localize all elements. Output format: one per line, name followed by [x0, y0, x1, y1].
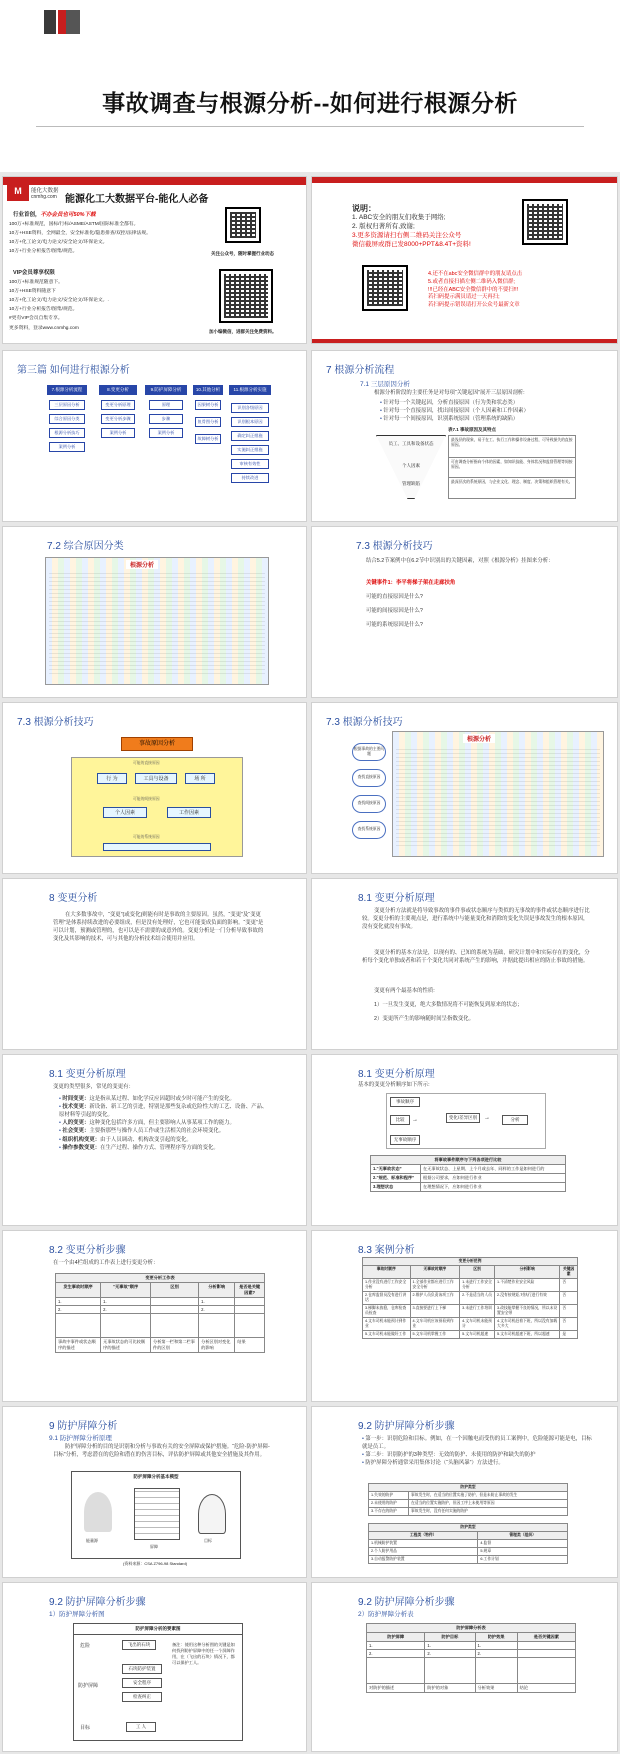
slide-title: 8.1 变更分析原理: [49, 1069, 126, 1080]
page-title: 事故调查与根源分析--如何进行根源分析: [102, 90, 518, 116]
diagram-label: 目标: [204, 1538, 212, 1543]
diagram-label: 屏障: [150, 1544, 158, 1549]
list-item: 10万+HSE资料，全网最全，安全标准化/隐患排查/双控/法律法规。: [9, 231, 151, 237]
table-row: 对防护的描述 防护的对象 分析效果 结论: [367, 1684, 576, 1693]
diagram-box: 飞出的石块: [122, 1640, 156, 1650]
element-diagram: [73, 1623, 243, 1741]
slide-intro: 基本的变更分析顺序如下所示:: [358, 1082, 430, 1088]
cause-box: 行 为: [97, 773, 127, 784]
root-cause-poster[interactable]: [392, 731, 604, 857]
diagram-title: 防护屏障分析基本模型: [133, 1474, 179, 1479]
slide-case: [311, 1230, 618, 1402]
slide-title: 9.2 防护屏障分析步骤: [358, 1597, 455, 1608]
title-bar-dark: [44, 10, 56, 34]
slide-barrier-table: [311, 1582, 618, 1752]
list-item: 1）一旦发生变更，绝大多数情况将不可能恢复到原来的状态；: [374, 1002, 523, 1008]
slide-barrier-diagram: [2, 1582, 307, 1752]
bullet-list: • 针对每一个关键起因，分析直接原因（行为类和状态类） • 针对每一个直接原因，找出间接原因（个人因素和工作因素） • 针对每一个间接原因，识别系统原因（管理系统的缺陷）: [380, 399, 610, 423]
brand-name: 能化大数据: [31, 188, 59, 194]
desc-col: 最浅层的现象，易于在工、执行工作和操作设备过程，可导致损失的直接原因。 可由调查分析指向个体的因素，如知识技能、身体状况和监督管理等间接原因。 最深层次的系统原因，与企业文化、理念、制度、决策和组织管理有关。: [448, 435, 576, 499]
list-item: • 人的变更：这种变化包括许多方面，但主要影响人从事某项工作的能力。: [59, 1119, 269, 1127]
cloud-bubble: 查找系统原因: [352, 821, 386, 839]
list-item: 100万+标准规范，国标/行标/ASME/ASTM/国际标准全都有。: [9, 222, 139, 227]
table-row: 事故中事件或状态顺序的描述 无事故状态的可比较顺序的描述 分析第一栏和第二栏事件的区别 分析区别对变化的影响 结果: [56, 1338, 265, 1353]
ad-list1: [9, 220, 151, 256]
slide-technique-poster: [311, 702, 618, 874]
slide-technique-diagram: [2, 702, 307, 874]
funnel-label: 个人因素: [402, 463, 420, 468]
slide-technique: [311, 526, 618, 698]
table-row: 3.自动报警防护装置 6.工作计划: [369, 1556, 568, 1564]
nav-item[interactable]: 实施纠正措施: [231, 445, 269, 455]
slide-title: 7 根源分析流程: [326, 365, 395, 376]
case-line: 关键事件1：李平将梯子架在走廊扶角: [366, 580, 456, 586]
table-row: [56, 1314, 265, 1338]
ad-section1: 行业首创，不办会员也可50%下载: [13, 212, 96, 218]
list-item: • 组织机构变更：由于人员调动、机构改变引起的变化。: [59, 1136, 269, 1144]
qr2-caption: 加小编微信，进群关注免费资料。: [209, 329, 277, 334]
slide-text: 防护屏障分析的目的是识别和分析与事故有关的安全屏障或保护措施。“危险-防护屏障-目标”分析，考虑潜在的危险和潜在的伤害目标，评估防护屏障或其他安全措施及其作用。: [53, 1444, 270, 1459]
notice-panel: [311, 176, 618, 344]
qr1-caption: 关注公众号，随时掌握行业动态: [211, 251, 274, 256]
qr-code-icon[interactable]: [225, 207, 261, 243]
slide-title: 8.3 案例分析: [358, 1245, 415, 1256]
flow-box: 事故顺序: [390, 1097, 420, 1107]
diagram-box: 石块防护装置: [122, 1664, 162, 1674]
table-row: 1.失效的防护 事故发生时，在适当的位置实施了防护，但是未防止事故的发生: [369, 1492, 568, 1500]
slide-subtitle: 1）防护屏障分析图: [49, 1611, 105, 1618]
question: 可能的直接原因是什么?: [366, 594, 423, 600]
diagram-label: 危险: [80, 1643, 91, 1649]
table-row: 1.机械防护装置 4.监督: [369, 1540, 568, 1548]
slide-intro: 在一个由4栏组成的工作表上进行变更分析：: [53, 1260, 159, 1266]
paragraph: 变更分析方法就是将导致事故的事件事或状态顺序与类似的无事故的事件或状态顺序进行比较。变更分析的主要观点是，进行系统中与能量变化和消除的变化失误是事故发生的根本原因，没有变化就没有事故。: [362, 908, 590, 931]
cause-box: 个人因素: [103, 807, 147, 818]
nav-item[interactable]: 案例分析: [149, 428, 183, 438]
nav-item[interactable]: 步骤: [149, 414, 183, 424]
compare-table: 将事故事件顺序与下列各项进行比较 1.“无事故状态” 在无事故状态、上星期、上个月或去年、同样的工作是如何进行的 2.“规范、标准和程序” 根据公司要求，应如何进行作业 3.理想状态 在理想情况下，应如何进行作业: [370, 1155, 566, 1192]
nav-item[interactable]: 变更分析原理: [101, 400, 135, 410]
slide-title: 7.2 综合原因分类: [47, 541, 124, 552]
notice-bottom-bar: [312, 339, 617, 343]
barrier-wall: [134, 1488, 180, 1540]
table-row: [367, 1658, 576, 1684]
table-row: 2.“规范、标准和程序” 根据公司要求，应如何进行作业: [371, 1174, 566, 1183]
diagram-frame: [71, 757, 243, 857]
case-table: 变更分析范例 事故时顺序 无事故时顺序 区别 分析影响 关键因素 1.作业没有进行工作安全分析 1.全部作业都应进行工作安全分析 1.未进行工作安全分析 1.不清楚作业安全风险 否 2.仓库监督员没有进行讲话 2.维护人员负责该项工作 2.不是适当的人员 2.没有按规矩,对执行进行有效 否 3.梯脚未放稳，仓库检查员检查 3.直接要进行上下梯 3.未进行工作培训 3.改技能掌握不良的情况，所以未设置安全带 否 4.文车司机未能预计到作业 4.文车司机应该预看到作业 4.文车司机未能预计 4.文车司机赶着下班，所以没有加载大多大 否 5.文车司机未能做好工作 5.文车司机掌握工作 5.文车司机超速 5.文车司机超速下班，所以超速 是: [362, 1257, 578, 1339]
worksheet-table: 变更分析工作表 发生事故时顺序 “无事故”顺序 区别 分析影响 是否是关键因素? 1. 1. 1. 2. 2. 2. 事故中事件或状态顺序的描述 无事故状态的可比较顺序的描述 分析第一栏和第二栏事件的区别 分析区别对变化的影响 结果: [55, 1273, 265, 1353]
system-box: [103, 843, 211, 851]
table-row: 5.文车司机未能做好工作 5.文车司机掌握工作 5.文车司机超速 5.文车司机超速下班，所以超速 是: [363, 1331, 578, 1339]
cloud-bubble: 查找直接原因: [352, 769, 386, 787]
slide-subtitle: 2）防护屏障分析表: [358, 1611, 414, 1618]
table-row: 2.仓库监督员没有进行讲话 2.维护人员负责该项工作 2.不是适当的人员 2.没有按规矩,对执行进行有效 否: [363, 1292, 578, 1305]
flame-icon: [84, 1492, 112, 1532]
level-label: 可能的间接原因: [133, 797, 160, 801]
root-cause-poster[interactable]: [45, 557, 269, 685]
question: 可能的间接原因是什么?: [366, 608, 423, 614]
barrier-type-table: 防护类型 1.失效的防护 事故发生时，在适当的位置实施了防护，但是未防止事故的发生 2.未使用的防护 在适当的位置实施防护，但因工序上未使用等原因 3.不存在的防护 事故发生时，没有任何实施的防护: [368, 1483, 568, 1516]
slide-three-level: [311, 350, 618, 522]
table-row: 2.个人防护用品 5.规章: [369, 1548, 568, 1556]
slide-title: 8.1 变更分析原理: [358, 1069, 435, 1080]
notice-top-bar: [312, 177, 617, 183]
slide-subtitle: 9.1 防护屏障分析原理: [49, 1435, 112, 1442]
table-row: 2.未使用的防护 在适当的位置实施防护，但因工序上未使用等原因: [369, 1500, 568, 1508]
table-row: 3.理想状态 在理想情况下，应如何进行作业: [371, 1183, 566, 1192]
table-row: 3.梯脚未放稳，仓库检查员检查 3.直接要进行上下梯 3.未进行工作培训 3.改技能掌握不良的情况，所以未设置安全带 否: [363, 1305, 578, 1318]
nav-item[interactable]: 根源分析技巧: [49, 428, 85, 438]
slide-title: 8 变更分析: [49, 893, 98, 904]
barrier-analysis-table: 防护屏障分析表 防护屏障 防护目标 防护效果 是否关键因素 1. 1. 1. 2. 2. 2. 对防护的描述 防护的对象 分析效果 结论: [366, 1623, 576, 1693]
nav-item[interactable]: 识别各级原因: [231, 403, 269, 413]
slide-subtitle: 7.1 三层原因分析: [360, 381, 410, 388]
diagram-top: 事故原因分析: [121, 737, 193, 751]
slide-title: 9.2 防护屏障分析步骤: [49, 1597, 146, 1608]
diagram-title: 防护屏障分析的要素图: [74, 1626, 242, 1635]
slide-intro: 变更的类型很多，常见的变更有：: [53, 1084, 134, 1090]
barrier-class-table: 防护类型 工程类（物件） 管理类（组织） 1.机械防护装置 4.监督 2.个人防护用品 5.规章 3.自动报警防护装置 6.工作计划: [368, 1523, 568, 1564]
slide-cause-class: [2, 526, 307, 698]
poster-title: 根源分析: [126, 560, 158, 569]
ad-section2: VIP会员尊享权限: [13, 270, 55, 276]
caption: (资料来源：CSA Z796-98 Standard): [123, 1561, 188, 1566]
level-label: 可能的直接原因: [133, 761, 160, 765]
slide-change-flow: [311, 1054, 618, 1226]
slide-change-types: [2, 1054, 307, 1226]
flow-box: 分析: [502, 1115, 528, 1125]
question: 可能的系统原因是什么?: [366, 622, 423, 628]
cause-box: 场 所: [185, 773, 215, 784]
title-underline: [36, 126, 584, 127]
paragraph: 变更分析的基本方法是，以现有的、已知的系统为基础，研究计划中和实际存在的变化，分析每个变化单独或者和若干个变化共同对系统产生的影响，并据此提出相应的防止事故的措施。: [362, 950, 590, 965]
funnel-label: 管理缺陷: [402, 481, 420, 486]
notice-title: 说明：: [352, 204, 376, 213]
slide-change-steps: [2, 1230, 307, 1402]
slide-title: 8.1 变更分析原理: [358, 893, 435, 904]
qr-code-icon[interactable]: [219, 269, 273, 323]
slide-barrier: [2, 1406, 307, 1578]
brand-url: cnmhg.com: [31, 194, 57, 200]
nav-item[interactable]: 审核有效性: [231, 459, 269, 469]
list-item: 10万+HSE资料随意下: [9, 289, 56, 295]
nav-head[interactable]: 10.其他分析: [193, 385, 223, 395]
brand-logo: M: [7, 181, 29, 201]
flow-box: 无事故顺序: [390, 1135, 420, 1145]
qr-code-icon[interactable]: [362, 265, 408, 311]
diagram-box: 检查纠正: [122, 1692, 162, 1702]
nav-item[interactable]: 案例分析: [49, 442, 85, 452]
slide-title: 9 防护屏障分析: [49, 1421, 118, 1432]
nav-item[interactable]: 变更分析步骤: [101, 414, 135, 424]
nav-item[interactable]: 故障树分析: [195, 434, 221, 444]
table-row: 2. 2. 2.: [56, 1306, 265, 1314]
nav-head[interactable]: 8.变更分析: [99, 385, 137, 395]
list-item: • 时间变更：这是指从某过程、如化学反应因超时或少时可能产生的变化。: [59, 1095, 269, 1103]
nav-item[interactable]: 确定纠正措施: [231, 431, 269, 441]
flow-box: 比较: [390, 1115, 410, 1125]
list-item: 10万+化工论文/电力论文/安全论文/环保论文。.: [9, 298, 109, 304]
ad-heading: 能源化工大数据平台-能化人必备: [65, 194, 209, 205]
title-slide: [0, 0, 620, 172]
nav-item[interactable]: 综合原因分类: [49, 414, 85, 424]
slide-title: 7.3 根源分析技巧: [17, 717, 94, 728]
slide-barrier-steps: [311, 1406, 618, 1578]
nav-head[interactable]: 11.根源分析实施: [229, 385, 271, 395]
poster-title: 根源分析: [463, 734, 495, 743]
nav-head[interactable]: 9.防护屏障分析: [145, 385, 187, 395]
table-row: 3.不存在的防护 事故发生时，没有任何实施的防护: [369, 1508, 568, 1516]
diagram-note: 备注：使用这种分析图的关键是如何找到防护屏障中的任一个屏障作用，在（飞出的石块）情况下，都可以保护工人。: [172, 1642, 235, 1666]
list-item: 2）变更所产生的影响随时间呈指数变化。: [374, 1016, 475, 1022]
qr-code-icon[interactable]: [522, 199, 568, 245]
table-row: 1.“无事故状态” 在无事故状态、上星期、上个月或去年、同样的工作是如何进行的: [371, 1165, 566, 1174]
list-item: • 社会变更：主要指那些与操作人员工作或生活相关的社会环境变化。: [59, 1127, 269, 1135]
title-bar-gray: [66, 10, 80, 34]
step-list: • 第一步：识别危险和目标。例如，在一个因触电而受伤的员工案例中，危险能源可能是电，目标就是员工。 • 第二步：识别防护的3种类型：无效的防护、未使用的防护和缺失的防护 • 防护屏障分析通常采用集体讨论（“头脑风暴”）方法进行。: [362, 1435, 592, 1467]
slide-change-principle: [311, 878, 618, 1050]
diagram-label: 能量源: [86, 1538, 98, 1543]
ad-list2: [9, 278, 109, 333]
table-row: 1. 1. 1.: [56, 1298, 265, 1306]
slide-title: 第三篇 如何进行根源分析: [17, 365, 130, 376]
funnel-label: 员工、工具和设备状态: [388, 441, 434, 446]
person-icon: [198, 1494, 226, 1534]
paragraph: 变更有两个最基本的性质:: [374, 988, 435, 994]
nav-item[interactable]: 识别根本原因: [231, 417, 269, 427]
slide-text: 在大多数事故中，“变更”(或变化)则能有时是事故的主要原因。虽然，“变更”及“变更管理”是体系持续改进的必要组成，但是没有处理好，它也可能变成负面的影响。“变更”是可以计划，预测或管理的，也可以是不需要的或意外的。变更分析是一门分析导致事故的变化及其影响的技术，可与其他的分析技术结合使用并应用。: [53, 912, 264, 943]
nav-item[interactable]: 案例分析: [101, 428, 135, 438]
arrow-icon: →: [412, 1117, 418, 1123]
list-item: • 技术变更：新设备、新工艺的引进，特别是那些复杂或危险性大的工艺、设备、产品、原材料等引起的变化。: [59, 1103, 269, 1119]
list-item: #更有VIP会员自集专享。: [9, 316, 63, 322]
table-title: 表7.1 事故原因及其特点: [448, 427, 497, 432]
slide-intro: 根源分析阶段的主要任务是对每项“关键起因”展开三层原因剖析:: [374, 390, 525, 396]
list-item: 10万+化工论文/电力论文/安全论文/环保论文。: [9, 240, 108, 246]
slide-title: 9.2 防护屏障分析步骤: [358, 1421, 455, 1432]
ad-panel: [2, 176, 307, 344]
list-item: 10万+行业分析报告/图集/规范。: [9, 307, 78, 313]
slide-title: 7.3 根源分析技巧: [326, 717, 403, 728]
diagram-box: 工 人: [126, 1722, 156, 1732]
diagram-label: 防护屏障: [78, 1683, 99, 1689]
nav-item[interactable]: 三层原因分析: [49, 400, 85, 410]
arrow-icon: →: [484, 1115, 490, 1121]
list-item: 10万+行业分析报告/图集/规范。: [9, 249, 78, 255]
table-row: 1. 1. 1.: [367, 1642, 576, 1650]
slide-intro: 结合5.2节案例中在6.2节中识别出的关键因素，对照《根源分析》挂图来分析：: [366, 558, 554, 564]
type-list: [59, 1095, 269, 1152]
cloud-bubble: 根据事故的主要问题: [352, 743, 386, 761]
barrier-diagram: [71, 1471, 241, 1559]
nav-item[interactable]: 持续改进: [231, 473, 269, 483]
nav-item[interactable]: 因果树分析: [195, 400, 221, 410]
notice-lines: 1. ABC安全的朋友们收集于网络; 2. 版权归著所有,致谢; 3.更多资源请扫右侧二维码关注公众号 微信截屏或群已发8000+PPT&8.4T+资料!: [352, 214, 471, 249]
table-row: 4.文车司机未能预计到作业 4.文车司机应该预看到作业 4.文车司机未能预计 4.文车司机赶着下班，所以没有加载大多大 否: [363, 1318, 578, 1331]
level-label: 可能的系统原因: [133, 835, 160, 839]
nav-head[interactable]: 7.根源分析流程: [47, 385, 87, 395]
nav-item[interactable]: 原理: [149, 400, 183, 410]
cloud-bubble: 查找间接原因: [352, 795, 386, 813]
ad-top-bar: [3, 177, 306, 185]
slide-change: [2, 878, 307, 1050]
table-row: 2. 2. 2.: [367, 1650, 576, 1658]
slide-title: 7.3 根源分析技巧: [356, 541, 433, 552]
login-text: 更多资料，登录www.cnmhg.com: [9, 325, 79, 331]
flow-box: 变化/差异区别: [446, 1113, 480, 1123]
table-row: 1.作业没有进行工作安全分析 1.全部作业都应进行工作安全分析 1.未进行工作安全分析 1.不清楚作业安全风险 否: [363, 1279, 578, 1292]
list-item: • 操作参数变更：在生产过程、操作方式、管理程序等方面的变化。: [59, 1144, 269, 1152]
list-item: 100万+标准规范随意下。: [9, 280, 63, 285]
diagram-box: 安全程序: [122, 1678, 162, 1688]
cause-box: 工作因素: [167, 807, 211, 818]
slide-title: 8.2 变更分析步骤: [49, 1245, 126, 1256]
diagram-label: 目标: [80, 1725, 91, 1731]
cause-box: 工具与设备: [135, 773, 177, 784]
slide-contents: [2, 350, 307, 522]
nav-item[interactable]: 鱼骨图分析: [195, 417, 221, 427]
notice-red-lines: 4.还不在abc安全微信群中的朋友请点击 5.或者直接扫描左侧二维码入微信群; !!!已经在ABC安全微信群中的不要扫!!! 若扫码提示满员请过一天再扫; 若扫码提示错误请打开公众号最新文章: [428, 271, 523, 309]
